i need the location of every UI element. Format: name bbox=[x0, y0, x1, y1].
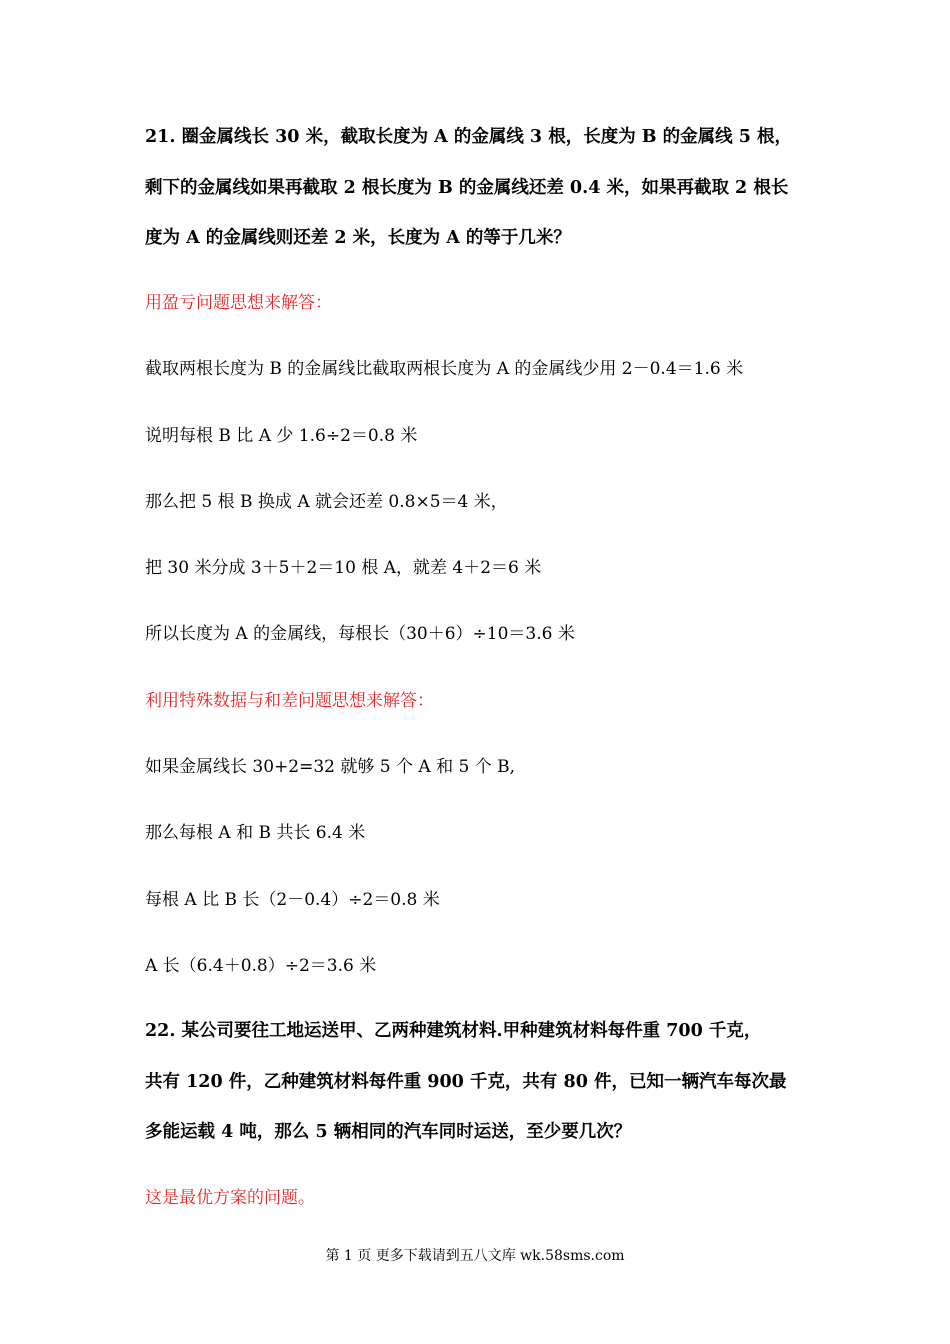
q21-method2-step-1: 如果金属线长 30+2=32 就够 5 个 A 和 5 个 B, bbox=[145, 757, 516, 777]
q21-line-2: 剩下的金属线如果再截取 2 根长度为 B 的金属线还差 0.4 米，如果再截取 2 根长 bbox=[145, 178, 789, 198]
page-footer: 第 1 页 更多下载请到五八文库 wk.58sms.com bbox=[325, 1248, 625, 1264]
q21-method1-step-2: 说明每根 B 比 A 少 1.6÷2＝0.8 米 bbox=[145, 426, 418, 446]
q21-method1-step-1: 截取两根长度为 B 的金属线比截取两根长度为 A 的金属线少用 2－0.4＝1.6 米 bbox=[145, 359, 744, 379]
q22-line-1: 22. 某公司要往工地运送甲、乙两种建筑材料.甲种建筑材料每件重 700 千克， bbox=[145, 1021, 762, 1041]
q22-answer-heading: 这是最优方案的问题。 bbox=[145, 1188, 315, 1208]
q21-method2-heading: 利用特殊数据与和差问题思想来解答： bbox=[145, 691, 434, 711]
q21-method1-step-4: 把 30 米分成 3＋5＋2＝10 根 A，就差 4＋2＝6 米 bbox=[145, 558, 542, 578]
q22-line-3: 多能运载 4 吨，那么 5 辆相同的汽车同时运送，至少要几次？ bbox=[145, 1122, 632, 1142]
q21-method1-step-5: 所以长度为 A 的金属线，每根长（30＋6）÷10＝3.6 米 bbox=[145, 624, 575, 644]
q21-line-3: 度为 A 的金属线则还差 2 米，长度为 A 的等于几米？ bbox=[145, 228, 571, 248]
q21-method1-step-3: 那么把 5 根 B 换成 A 就会还差 0.8×5＝4 米， bbox=[145, 492, 508, 512]
q21-method2-step-2: 那么每根 A 和 B 共长 6.4 米 bbox=[145, 823, 366, 843]
q21-method2-step-4: A 长（6.4＋0.8）÷2＝3.6 米 bbox=[145, 956, 377, 976]
q21-method1-heading: 用盈亏问题思想来解答： bbox=[145, 293, 332, 313]
q21-method2-step-3: 每根 A 比 B 长（2－0.4）÷2＝0.8 米 bbox=[145, 890, 440, 910]
q22-line-2: 共有 120 件，乙种建筑材料每件重 900 千克，共有 80 件，已知一辆汽车每次最 bbox=[145, 1072, 787, 1092]
q21-line-1: 21. 圈金属线长 30 米，截取长度为 A 的金属线 3 根，长度为 B 的金属线 5 根， bbox=[145, 127, 793, 147]
